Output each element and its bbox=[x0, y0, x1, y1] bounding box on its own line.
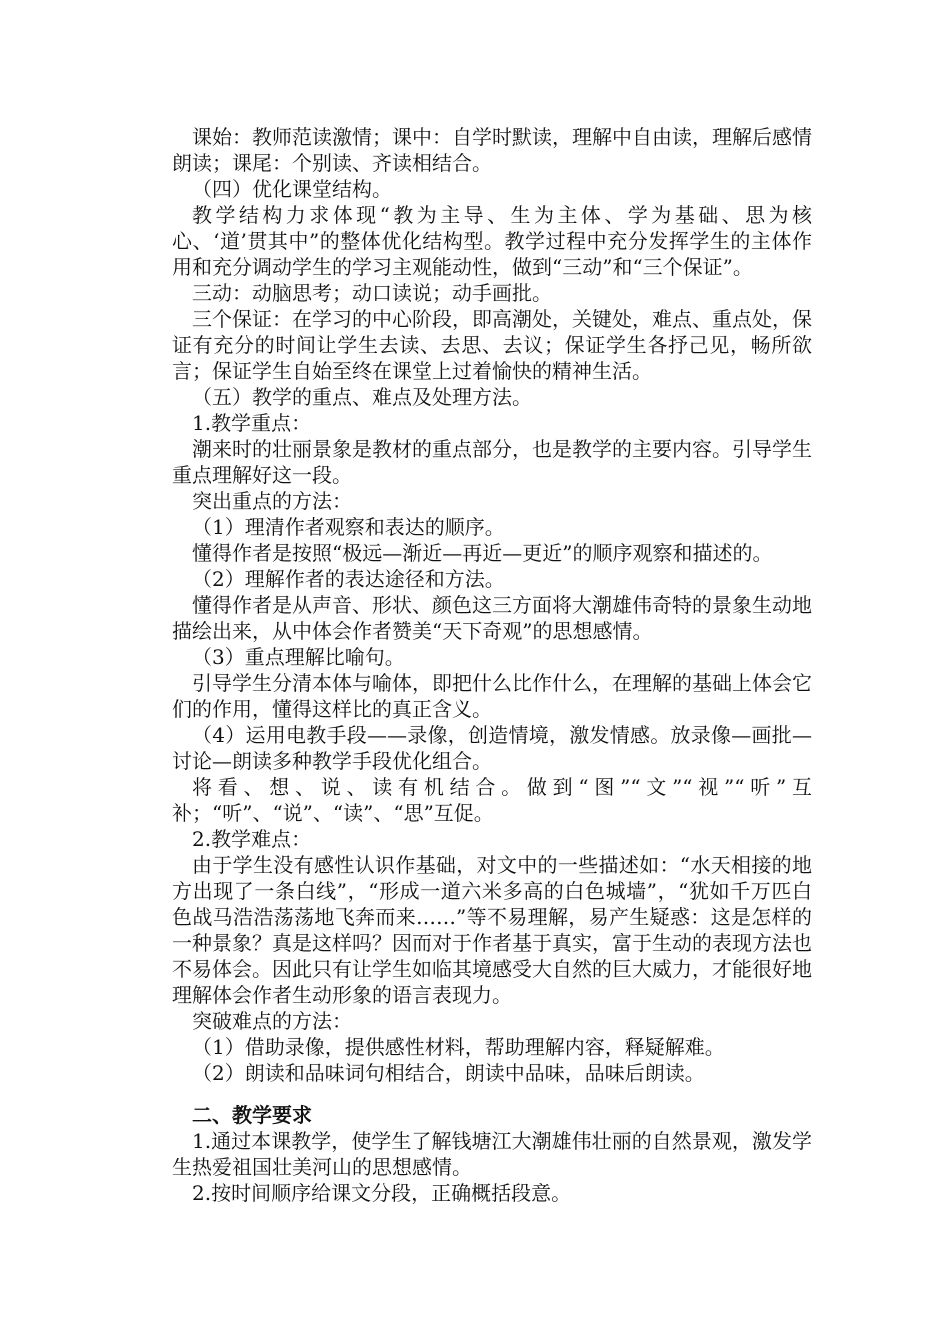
paragraph: 三个保证：在学习的中心阶段，即高潮处，关键处，难点、重点处，保证有充分的时间让学生去读、去思、去议；保证学生各抒己见，畅所欲言；保证学生自始至终在课堂上过着愉快的精神生活。 bbox=[172, 307, 812, 383]
requirement-item: 2.按时间顺序给课文分段，正确概括段意。 bbox=[192, 1181, 572, 1205]
paragraph: （四）优化课堂结构。 bbox=[192, 177, 392, 201]
paragraph: 潮来时的壮丽景象是教材的重点部分，也是教学的主要内容。引导学生重点理解好这一段。 bbox=[172, 437, 812, 487]
paragraph: （4）运用电教手段——录像，创造情境，激发情感。放录像—画批—讨论—朗读多种教学手段优化组合。 bbox=[172, 723, 812, 773]
paragraph: 由于学生没有感性认识作基础，对文中的一些描述如：“水天相接的地方出现了一条白线”，“形成一道六米多高的白色城墙”，“犹如千万匹白色战马浩浩荡荡地飞奔而来……”等不易理解，易产生疑惑：这是怎样的一种景象？真是这样吗？因而对于作者基于真实，富于生动的表现方法也不易体会。因此只有让学生如临其境感受大自然的巨大威力，才能很好地理解体会作者生动形象的语言表现力。 bbox=[172, 853, 812, 1007]
paragraph: （五）教学的重点、难点及处理方法。 bbox=[192, 385, 532, 409]
paragraph: 突破难点的方法： bbox=[192, 1009, 352, 1033]
paragraph: （3）重点理解比喻句。 bbox=[192, 645, 405, 669]
paragraph: 教学结构力求体现“教为主导、生为主体、学为基础、思为核心、‘道’贯其中”的整体优化结构型。教学过程中充分发挥学生的主体作用和充分调动学生的学习主观能动性，做到“三动”和“三个保证”。 bbox=[172, 203, 812, 279]
paragraph: 引导学生分清本体与喻体，即把什么比作什么，在理解的基础上体会它们的作用，懂得这样比的真正含义。 bbox=[172, 671, 812, 721]
paragraph: （2）朗读和品味词句相结合，朗读中品味，品味后朗读。 bbox=[192, 1061, 705, 1085]
paragraph: 1.教学重点： bbox=[192, 411, 312, 435]
paragraph: 课始：教师范读激情；课中：自学时默读，理解中自由读，理解后感情朗读；课尾：个别读、齐读相结合。 bbox=[172, 125, 812, 175]
paragraph: 突出重点的方法： bbox=[192, 489, 352, 513]
paragraph: 懂得作者是按照“极远—渐近—再近—更近”的顺序观察和描述的。 bbox=[192, 541, 773, 565]
requirement-item: 1.通过本课教学，使学生了解钱塘江大潮雄伟壮丽的自然景观，激发学生热爱祖国壮美河山的思想感情。 bbox=[172, 1129, 812, 1179]
paragraph: 2.教学难点： bbox=[192, 827, 312, 851]
paragraph: （1）借助录像，提供感性材料，帮助理解内容，释疑解难。 bbox=[192, 1035, 725, 1059]
section-heading: 二、教学要求 bbox=[192, 1103, 312, 1127]
paragraph: 懂得作者是从声音、形状、颜色这三方面将大潮雄伟奇特的景象生动地描绘出来，从中体会作者赞美“天下奇观”的思想感情。 bbox=[172, 593, 812, 643]
paragraph: （2）理解作者的表达途径和方法。 bbox=[192, 567, 505, 591]
paragraph: 三动：动脑思考；动口读说；动手画批。 bbox=[192, 281, 552, 305]
document-body bbox=[172, 124, 812, 1206]
paragraph: （1）理清作者观察和表达的顺序。 bbox=[192, 515, 505, 539]
paragraph: 将看、想、说、读有机结合。做到“图”“文”“视”“听”互补；“听”、“说”、“读”、“思”互促。 bbox=[172, 775, 812, 825]
